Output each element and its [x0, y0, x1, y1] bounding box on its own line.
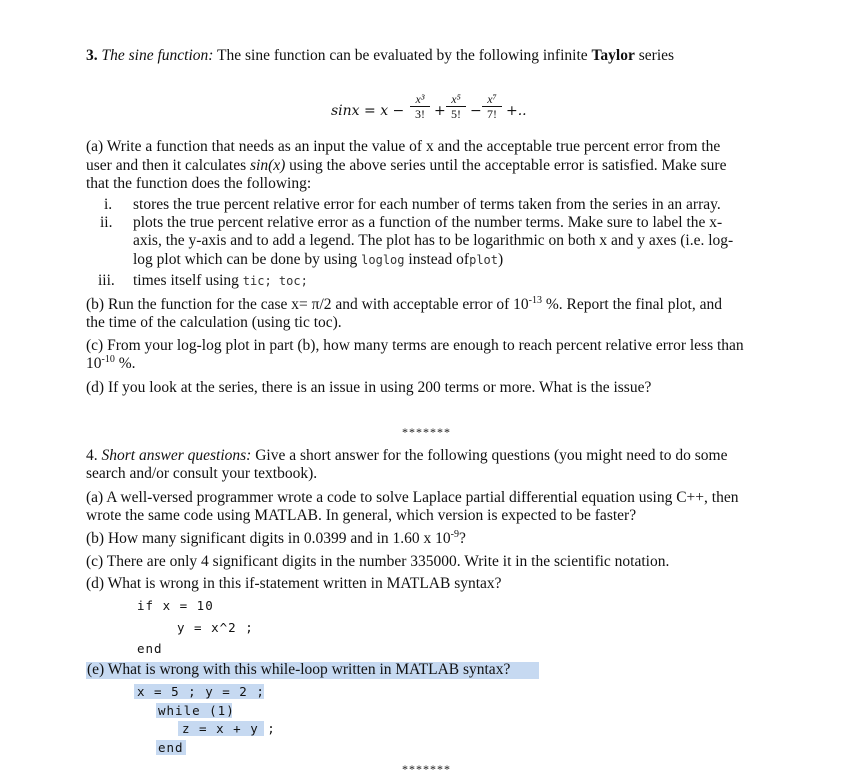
item-ii-line1: plots the true percent relative error as a function of the number terms. Make sure to label the x- [133, 214, 723, 231]
item-i-text: stores the true percent relative error for each number of terms taken from the series in an array. [133, 196, 721, 213]
q3-a-line2-pre: user and then it calculates [86, 157, 247, 174]
item-ii-line3-mid: instead of [408, 251, 470, 268]
q3-intro-bold: Taylor [591, 47, 635, 64]
q3-number: 3. [86, 47, 98, 64]
formula-term3 [482, 92, 502, 121]
code-while-line: while (1) [158, 703, 235, 718]
item-ii-marker: ii. [100, 214, 113, 231]
separator-stars-1: ******* [402, 425, 451, 439]
q4-intro-line2: search and/or consult your textbook). [86, 465, 318, 482]
separator-stars-2: ******* [402, 762, 451, 776]
q3-b-line1 [86, 296, 722, 314]
item-ii-line3-pre: log plot which can be done by using [133, 251, 358, 268]
code-tictoc: tic; toc; [242, 274, 308, 288]
q3-intro-after: series [638, 47, 675, 64]
q4-b-post: ? [459, 530, 466, 547]
q3-intro: The sine function can be evaluated by the following infinite [217, 47, 588, 64]
item-iii-pre: times itself using [133, 272, 239, 289]
term1-denominator: 3! [415, 107, 425, 121]
code-loglog: loglog [361, 253, 405, 267]
q3-heading [86, 47, 674, 65]
code-y-line: y = x^2 ; [177, 620, 254, 635]
q4-a-line2: wrote the same code using MATLAB. In general, which version is expected to be faster? [86, 507, 637, 524]
code-z-line: z = x + y ; [182, 721, 276, 736]
q4-d-line: (d) What is wrong in this if-statement written in MATLAB syntax? [86, 575, 502, 592]
q4-number: 4. [86, 447, 98, 464]
code-assign-line: x = 5 ; y = 2 ; [137, 684, 265, 699]
q3-b-line2: the time of the calculation (using tic toc). [86, 314, 342, 331]
item-iii-marker: iii. [98, 272, 115, 289]
q4-title: Short answer questions: [101, 447, 252, 464]
item-ii-line3 [133, 251, 503, 269]
formula-op3: − [470, 103, 482, 119]
formula-tail: +.. [506, 103, 527, 119]
formula-term1 [410, 92, 430, 121]
q3-a-line2-post: using the above series until the acceptable error is satisfied. Make sure [289, 157, 727, 174]
formula-op2: + [434, 103, 446, 119]
formula-lhs: sinx = x − [331, 103, 405, 119]
q4-b-pre: (b) How many significant digits in 0.0399 and in 1.60 x 10 [86, 530, 451, 547]
q3-c-line2 [86, 355, 136, 373]
q3-a-line2 [86, 157, 726, 175]
item-iii-text [133, 272, 308, 290]
q3-b-post: %. Report the final plot, and [545, 296, 722, 313]
q3-title: The sine function: [101, 47, 214, 64]
q3-c-sup: -10 [101, 353, 115, 365]
q3-b-pre: (b) Run the function for the case x= π/2 and with acceptable error of 10 [86, 296, 529, 313]
q4-b-line [86, 530, 466, 548]
code-if-line: if x = 10 [137, 598, 214, 613]
term3-numerator: x⁷ [482, 92, 502, 107]
q4-c-line: (c) There are only 4 significant digits in the number 335000. Write it in the scientific notation. [86, 553, 670, 570]
item-ii-line2: axis, the y-axis and to add a legend. The plot has to be logarithmic on both x and y axes (i.e. log- [133, 232, 734, 249]
code-end-line: end [137, 641, 163, 656]
q3-b-sup: -13 [528, 294, 543, 306]
q3-a-line1: (a) Write a function that needs as an input the value of x and the acceptable true percent error from the [86, 138, 721, 155]
q3-a-line2-ital: sin(x) [249, 157, 286, 174]
code-end2-line: end [158, 740, 184, 755]
q4-e-line: (e) What is wrong with this while-loop written in MATLAB syntax? [87, 661, 511, 678]
q3-a-line3: that the function does the following: [86, 175, 312, 192]
item-i-marker: i. [104, 196, 113, 213]
term3-denominator: 7! [487, 107, 497, 121]
q4-heading [86, 447, 727, 465]
q3-c-line1: (c) From your log-log plot in part (b), how many terms are enough to reach percent relative error less than [86, 337, 744, 354]
q3-d-line: (d) If you look at the series, there is an issue in using 200 terms or more. What is the issue? [86, 379, 652, 396]
item-ii-line3-post: ) [498, 251, 504, 268]
q4-a-line1: (a) A well-versed programmer wrote a code to solve Laplace partial differential equation using C++, then [86, 489, 739, 506]
q3-c-pre: 10 [86, 355, 102, 372]
q3-c-post: %. [118, 355, 136, 372]
q4-b-sup: -9 [450, 528, 459, 540]
formula-term2 [446, 92, 466, 121]
q4-intro: Give a short answer for the following questions (you might need to do some [255, 447, 728, 464]
term1-numerator: x³ [410, 92, 430, 107]
code-plot: plot [469, 253, 498, 267]
term2-numerator: x⁵ [446, 92, 466, 107]
term2-denominator: 5! [451, 107, 461, 121]
